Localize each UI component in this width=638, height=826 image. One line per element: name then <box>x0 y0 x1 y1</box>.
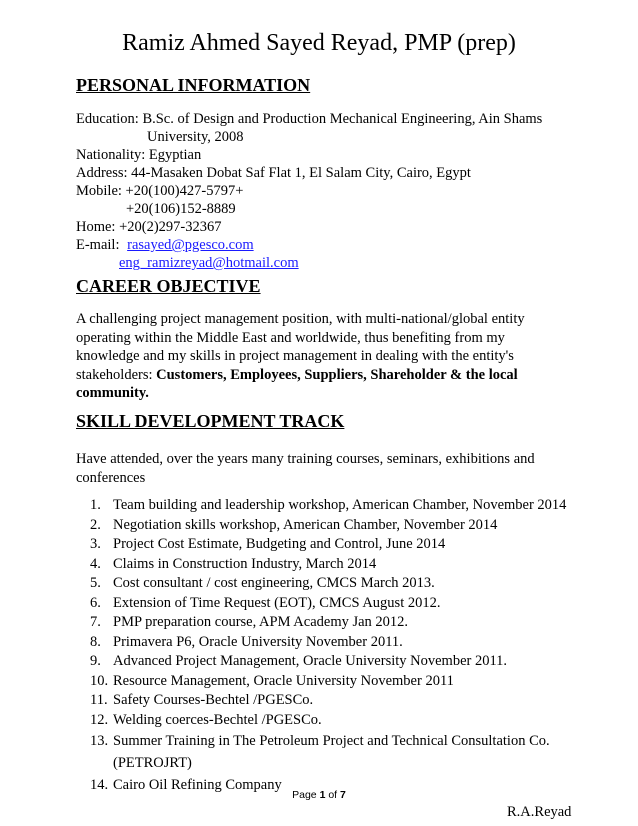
skill-item-number: 9. <box>90 653 101 669</box>
page-number <box>0 789 638 801</box>
skill-item <box>76 555 596 575</box>
skill-item <box>76 672 596 692</box>
career-objective-heading: CAREER OBJECTIVE <box>76 276 261 296</box>
skill-item <box>76 574 596 594</box>
skill-item-text: Primavera P6, Oracle University November 2011. <box>113 633 403 650</box>
skill-item-text: Cost consultant / cost engineering, CMCS March 2013. <box>113 575 435 591</box>
career-text: A challenging project management position, with multi-national/global entity operating within the Middle East and worldwide, thus benefiting from my knowledge and my skills in project management in dealing with the entity's stakeholders: <box>76 311 525 383</box>
skill-item-text: PMP preparation course, APM Academy Jan 2012. <box>113 614 409 630</box>
skill-item <box>76 516 596 536</box>
mobile-1: Mobile: +20(100)427-5797+ <box>76 183 244 199</box>
skill-item <box>76 652 596 672</box>
career-objective-text <box>76 310 546 403</box>
personal-info-heading: PERSONAL INFORMATION <box>76 75 311 95</box>
page-of: of <box>325 789 341 801</box>
skill-item <box>76 730 596 774</box>
skill-item-number: 13. <box>90 733 109 749</box>
skill-item-number: 10. <box>90 672 109 689</box>
skill-item-number: 7. <box>90 614 101 630</box>
skill-item-number: 1. <box>90 497 101 513</box>
skills-list <box>76 496 596 796</box>
page-prefix: Page <box>292 789 320 801</box>
skill-item-text: Summer Training in The Petroleum Project and Technical Consultation Co. <box>113 733 550 749</box>
skill-item-number: 11. <box>90 692 108 708</box>
skill-item-number: 14. <box>90 777 109 793</box>
skill-item <box>76 613 596 633</box>
skill-item-text: Welding coerces-Bechtel /PGESCo. <box>113 711 322 728</box>
career-stakeholders: Customers, Employees, Suppliers, Shareholder & the local community. <box>76 366 518 401</box>
skills-intro: Have attended, over the years many training courses, seminars, exhibitions and conferences <box>76 451 535 486</box>
signature: R.A.Reyad <box>507 804 572 820</box>
mobile-2: +20(106)152-8889 <box>126 201 236 217</box>
skill-item-text: Team building and leadership workshop, American Chamber, November 2014 <box>113 497 567 513</box>
skill-item-number: 3. <box>90 536 101 552</box>
skill-item-number: 4. <box>90 555 101 572</box>
skill-item <box>76 691 596 711</box>
skill-item-text: Extension of Time Request (EOT), CMCS August 2012. <box>113 594 441 611</box>
education-line-1: Education: B.Sc. of Design and Production Mechanical Engineering, Ain Shams <box>76 111 543 127</box>
skill-item <box>76 496 596 516</box>
skill-item-text: Advanced Project Management, Oracle University November 2011. <box>113 653 508 669</box>
skill-item-number: 2. <box>90 516 101 533</box>
skill-item-text: Safety Courses-Bechtel /PGESCo. <box>113 692 314 708</box>
email-row <box>76 236 254 254</box>
skill-item-text: Resource Management, Oracle University November 2011 <box>113 672 454 689</box>
skill-item <box>76 711 596 731</box>
email-link-1[interactable]: rasayed@pgesco.com <box>127 237 254 253</box>
skill-item-text: Negotiation skills workshop, American Chamber, November 2014 <box>113 516 498 533</box>
nationality: Nationality: Egyptian <box>76 147 202 163</box>
skill-item-number: 12. <box>90 711 109 728</box>
skill-item-text: Cairo Oil Refining Company <box>113 777 282 793</box>
skill-item-text: Claims in Construction Industry, March 2014 <box>113 555 377 572</box>
skills-heading: SKILL DEVELOPMENT TRACK <box>76 411 345 431</box>
skill-item-number: 6. <box>90 594 101 611</box>
skill-item <box>76 535 596 555</box>
skill-item-continuation: (PETROJRT) <box>113 755 192 771</box>
education-line-2: University, 2008 <box>147 129 244 145</box>
home-phone: Home: +20(2)297-32367 <box>76 219 222 235</box>
skill-item <box>76 594 596 614</box>
page-total: 7 <box>340 789 346 801</box>
page-current: 1 <box>319 789 326 801</box>
email-label: E-mail: <box>76 237 120 253</box>
page-title: Ramiz Ahmed Sayed Reyad, PMP (prep) <box>122 30 516 56</box>
skill-item-text: Project Cost Estimate, Budgeting and Control, June 2014 <box>113 536 446 552</box>
email-row-2 <box>119 254 299 272</box>
skill-item <box>76 633 596 653</box>
skill-item-number: 5. <box>90 575 101 591</box>
skill-item-number: 8. <box>90 633 101 650</box>
email-link-2[interactable]: eng_ramizreyad@hotmail.com <box>119 255 299 271</box>
address: Address: 44-Masaken Dobat Saf Flat 1, El Salam City, Cairo, Egypt <box>76 165 471 181</box>
